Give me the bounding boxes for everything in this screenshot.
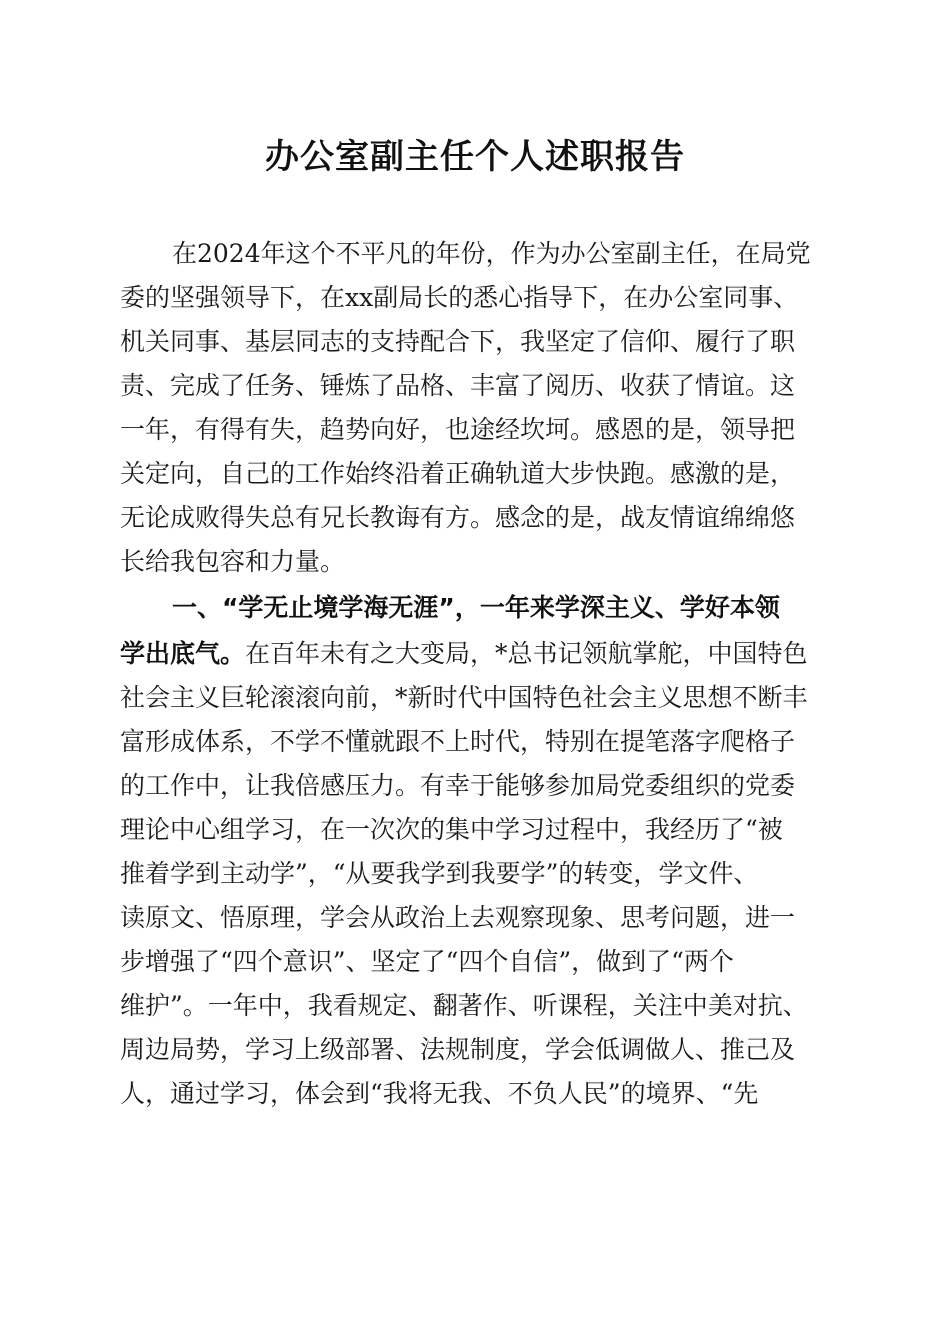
paragraph-line: 一年，有得有失，趋势向好，也途经坎坷。感恩的是，领导把 bbox=[120, 415, 796, 444]
section-line-text: 在百年未有之大变局，*总书记领航掌舵，中国特色 bbox=[245, 639, 808, 668]
paragraph-line: 机关同事、基层同志的支持配合下，我坚定了信仰、履行了职 bbox=[120, 327, 796, 356]
section-line: 富形成体系，不学不懂就跟不上时代，特别在提笔落字爬格子 bbox=[120, 727, 796, 756]
paragraph-line: 委的坚强领导下，在xx副局长的悉心指导下，在办公室同事、 bbox=[120, 283, 799, 312]
paragraph-line: 在2024年这个不平凡的年份，作为办公室副主任，在局党 bbox=[172, 239, 811, 268]
section-line: 维护”。一年中，我看规定、翻著作、听课程，关注中美对抗、 bbox=[120, 991, 808, 1020]
document-title: 办公室副主任个人述职报告 bbox=[265, 137, 685, 177]
section-line: 的工作中，让我倍感压力。有幸于能够参加局党委组织的党委 bbox=[120, 771, 796, 800]
section-line: 读原文、悟原理，学会从政治上去观察现象、思考问题，进一 bbox=[120, 903, 796, 932]
section-line: 理论中心组学习，在一次次的集中学习过程中，我经历了“被 bbox=[120, 815, 783, 844]
section-heading: 一、“学无止境学海无涯”，一年来学深主义、学好本领 bbox=[172, 593, 780, 622]
section-line: 周边局势，学习上级部署、法规制度，学会低调做人、推己及 bbox=[120, 1035, 796, 1064]
section-heading-end: 学出底气。 bbox=[120, 639, 246, 668]
paragraph-line: 关定向，自己的工作始终沿着正确轨道大步快跑。感激的是， bbox=[120, 459, 796, 488]
paragraph-line: 长给我包容和力量。 bbox=[120, 547, 346, 576]
paragraph-line: 无论成败得失总有兄长教诲有方。感念的是，战友情谊绵绵悠 bbox=[120, 503, 796, 532]
section-line: 推着学到主动学”，“从要我学到我要学”的转变，学文件、 bbox=[120, 859, 759, 888]
paragraph-line: 责、完成了任务、锤炼了品格、丰富了阅历、收获了情谊。这 bbox=[120, 371, 796, 400]
section-line: 社会主义巨轮滚滚向前，*新时代中国特色社会主义思想不断丰 bbox=[120, 683, 808, 712]
section-line: 步增强了“四个意识”、坚定了“四个自信”，做到了“两个 bbox=[120, 947, 734, 976]
section-line: 人，通过学习，体会到“我将无我、不负人民”的境界、“先 bbox=[120, 1079, 759, 1108]
section-line-mixed bbox=[120, 636, 808, 672]
